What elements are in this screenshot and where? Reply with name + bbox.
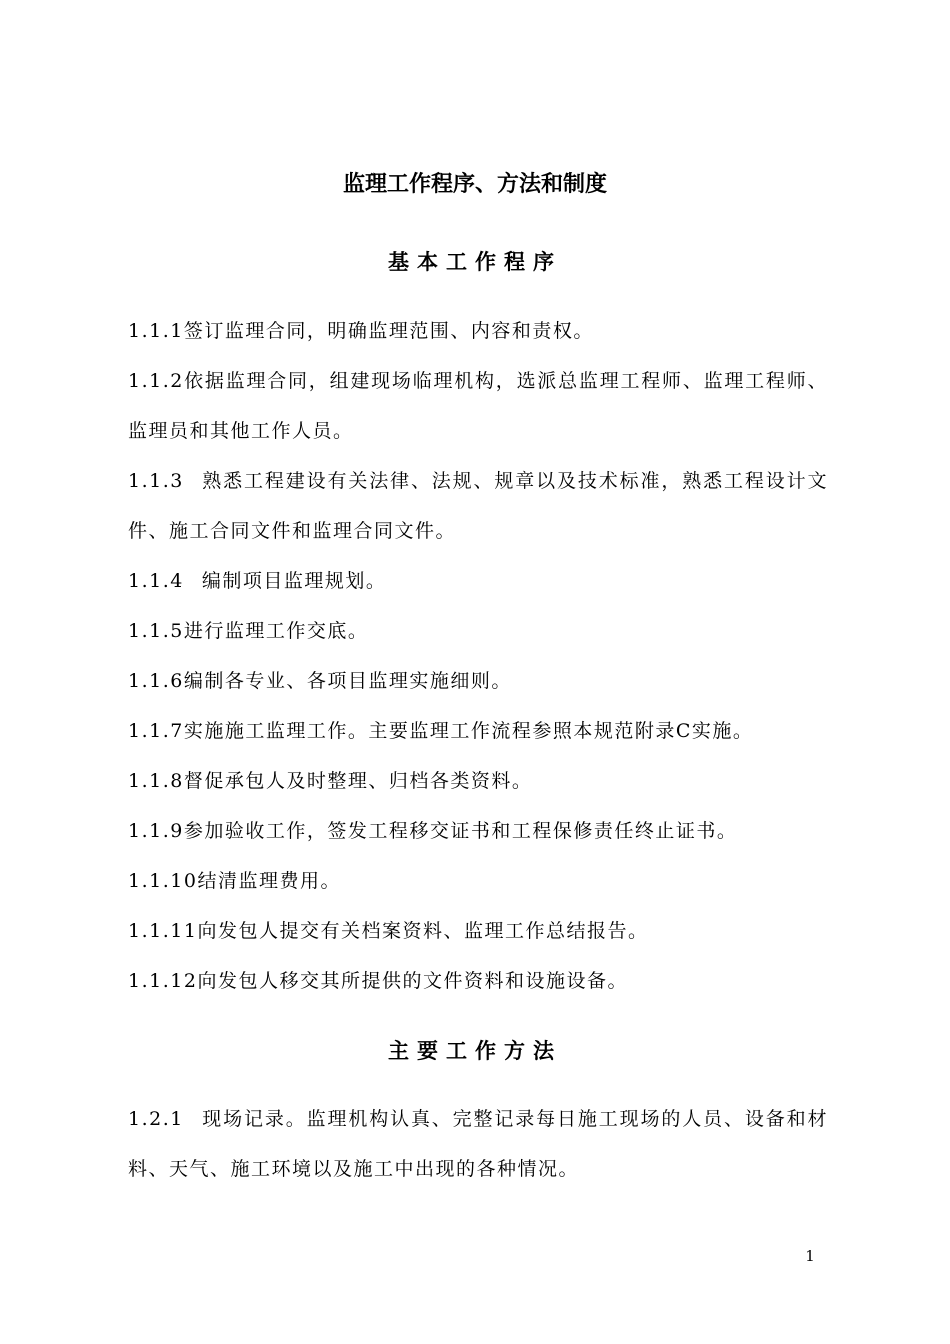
list-item [128,856,828,906]
item-text: 向发包人提交有关档案资料、监理工作总结报告。 [197,920,649,942]
item-text: 熟悉工程建设有关法律、法规、规章以及技术标准，熟悉工程设计文件、施工合同文件和监理合同文件。 [128,470,828,542]
item-text: 进行监理工作交底。 [183,620,369,642]
item-text: 现场记录。监理机构认真、完整记录每日施工现场的人员、设备和材料、天气、施工环境以及施工中出现的各种情况。 [128,1108,828,1180]
item-text: 参加验收工作，签发工程移交证书和工程保修责任终止证书。 [183,820,738,842]
item-text: 结清监理费用。 [197,870,341,892]
item-text: 依据监理合同，组建现场临理机构，选派总监理工程师、监理工程师、监理员和其他工作人员。 [128,370,828,442]
document-title: 监理工作程序、方法和制度 [342,172,607,197]
item-number: 1.1.2 [128,370,184,392]
page-number: 1 [805,1247,815,1265]
item-number: 1.1.3 [128,470,184,492]
list-item [128,956,828,1006]
item-number: 1.1.1 [128,320,184,342]
list-item [128,456,828,556]
item-number: 1.1.8 [128,770,184,792]
item-number: 1.1.11 [128,920,198,942]
item-text: 签订监理合同，明确监理范围、内容和责权。 [183,320,594,342]
list-item [128,756,828,806]
section-heading-main-methods: 主要工作方法 [388,1039,562,1063]
list-item [128,356,828,456]
list-item [128,706,828,756]
item-text: 督促承包人及时整理、归档各类资料。 [183,770,533,792]
list-item [128,806,828,856]
item-text: 向发包人移交其所提供的文件资料和设施设备。 [197,970,628,992]
item-number: 1.1.7 [128,720,184,742]
list-item [128,656,828,706]
list-item [128,1094,828,1194]
item-text: 编制各专业、各项目监理实施细则。 [183,670,512,692]
section-heading-basic-procedure: 基本工作程序 [388,250,562,274]
item-number: 1.1.10 [128,870,198,892]
item-text: 编制项目监理规划。 [201,570,387,592]
list-item [128,906,828,956]
item-number: 1.2.1 [128,1108,184,1130]
item-number: 1.1.5 [128,620,184,642]
item-number: 1.1.12 [128,970,198,992]
list-item [128,556,828,606]
item-number: 1.1.9 [128,820,184,842]
list-item [128,306,828,356]
item-number: 1.1.6 [128,670,184,692]
item-number: 1.1.4 [128,570,184,592]
list-item [128,606,828,656]
item-text: 实施施工监理工作。主要监理工作流程参照本规范附录C实施。 [183,720,754,742]
